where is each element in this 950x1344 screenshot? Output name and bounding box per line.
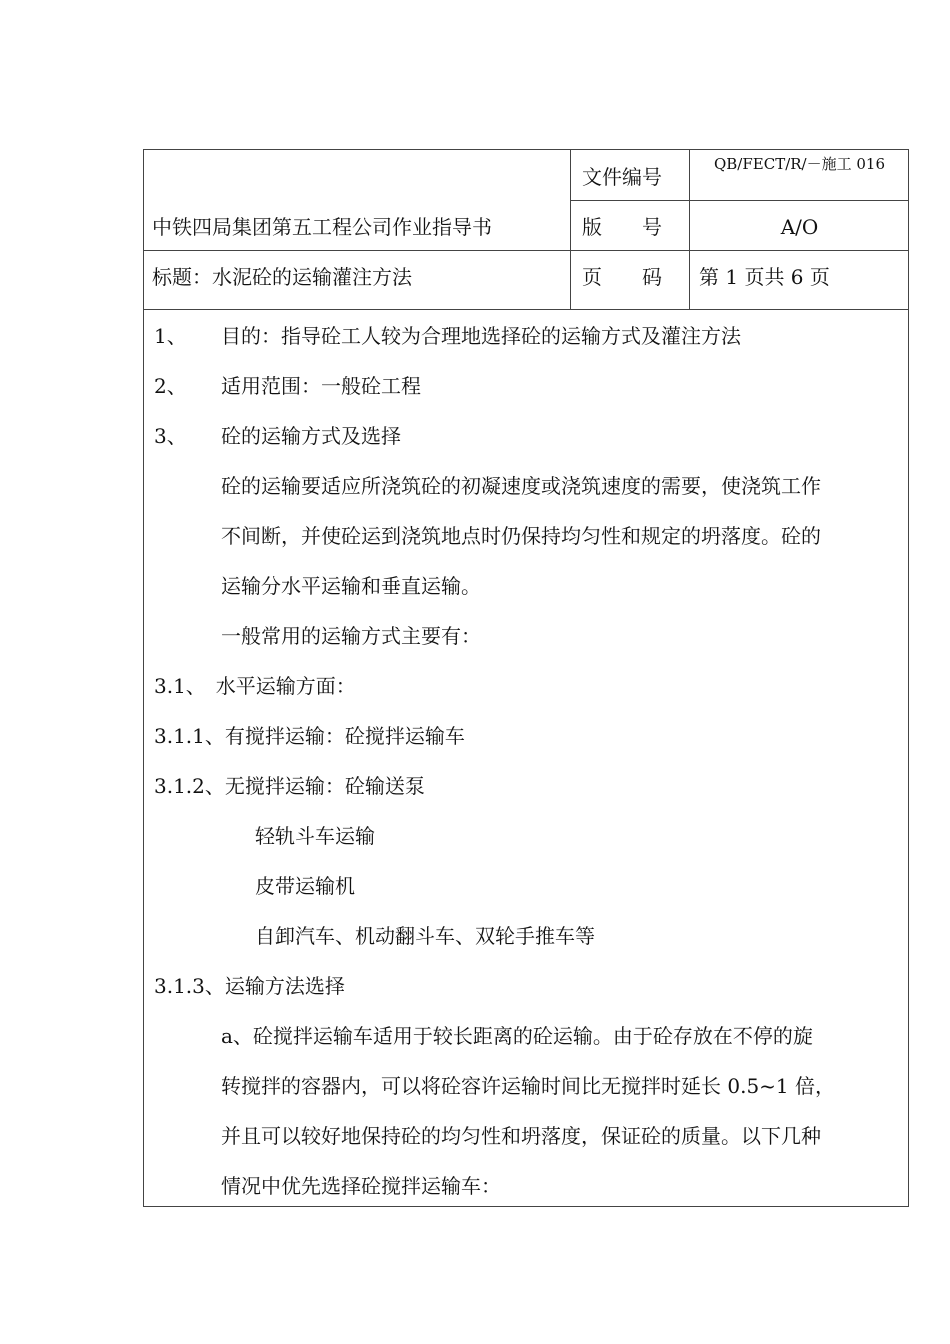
subsection-item: 3.1.1、有搅拌运输：砼搅拌运输车 (154, 724, 465, 748)
row-divider (144, 309, 908, 310)
column-divider (570, 150, 571, 309)
paragraph-line: 转搅拌的容器内，可以将砼容许运输时间比无搅拌时延长 0.5~1 倍， (221, 1074, 836, 1098)
section-number: 1、 (154, 324, 187, 348)
paragraph-line: 情况中优先选择砼搅拌运输车： (221, 1174, 501, 1198)
page-label: 页 码 (582, 265, 662, 289)
paragraph-line: 并且可以较好地保持砼的均匀性和坍落度，保证砼的质量。以下几种 (221, 1124, 821, 1148)
instruction-document (143, 149, 909, 1207)
list-item: 皮带运输机 (255, 874, 355, 898)
subsection-item: 3.1.2、无搅拌运输：砼输送泵 (154, 774, 425, 798)
section-heading: 砼的运输方式及选择 (221, 424, 401, 448)
page-value: 第 1 页共 6 页 (699, 265, 830, 289)
paragraph-line: 不间断，并使砼运到浇筑地点时仍保持均匀性和规定的坍落度。砼的 (221, 524, 821, 548)
doc-number-label: 文件编号 (582, 165, 662, 189)
subsection-heading: 3.1、 水平运输方面： (154, 674, 356, 698)
section-scope: 适用范围：一般砼工程 (221, 374, 421, 398)
version-value: A/O (780, 215, 819, 239)
paragraph-line: a、砼搅拌运输车适用于较长距离的砼运输。由于砼存放在不停的旋 (221, 1024, 813, 1048)
section-purpose: 目的：指导砼工人较为合理地选择砼的运输方式及灌注方法 (221, 324, 741, 348)
version-label: 版 号 (582, 215, 662, 239)
company-title: 中铁四局集团第五工程公司作业指导书 (152, 215, 492, 239)
doc-number-value: QB/FECT/R/－施工 016 (713, 155, 885, 173)
list-item: 自卸汽车、机动翻斗车、双轮手推车等 (255, 924, 595, 948)
row-divider (144, 250, 908, 251)
subsection-item: 3.1.3、运输方法选择 (154, 974, 345, 998)
paragraph-line: 运输分水平运输和垂直运输。 (221, 574, 481, 598)
row-divider (570, 200, 908, 201)
section-number: 3、 (154, 424, 187, 448)
list-item: 轻轨斗车运输 (255, 824, 375, 848)
paragraph-line: 砼的运输要适应所浇筑砼的初凝速度或浇筑速度的需要，使浇筑工作 (221, 474, 821, 498)
subject-title: 标题：水泥砼的运输灌注方法 (152, 265, 412, 289)
section-number: 2、 (154, 374, 187, 398)
paragraph-line: 一般常用的运输方式主要有： (221, 624, 481, 648)
